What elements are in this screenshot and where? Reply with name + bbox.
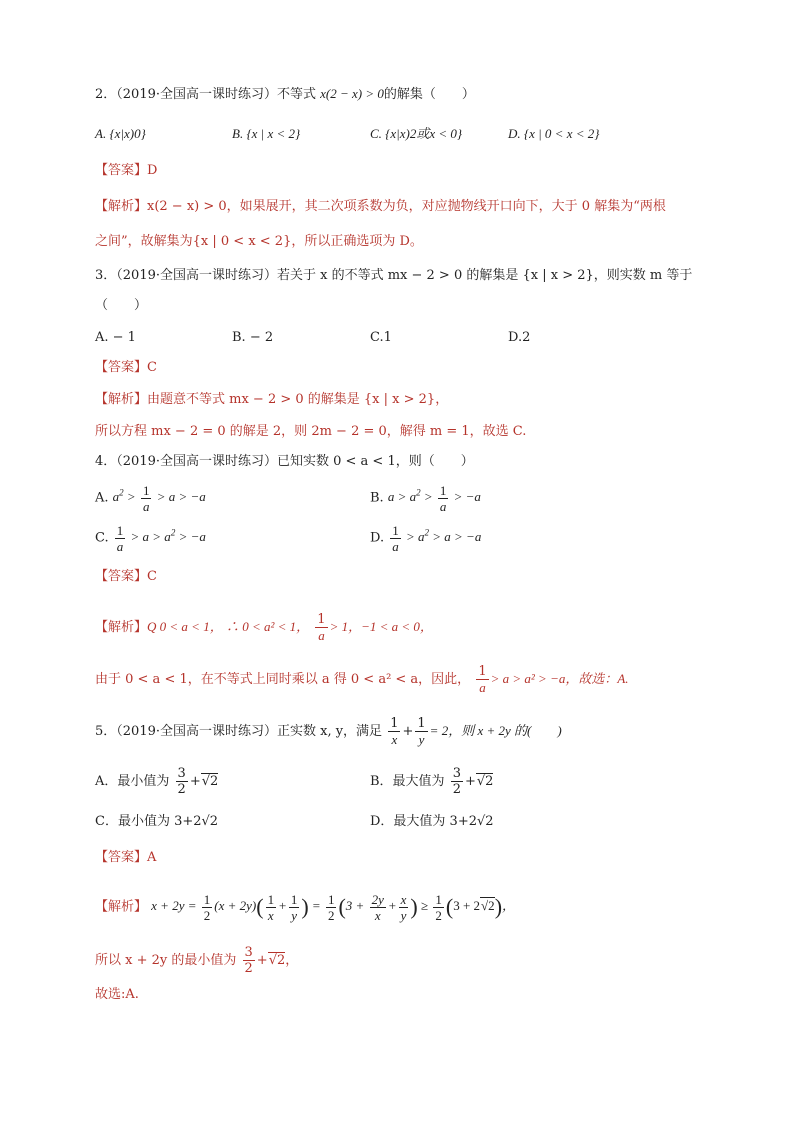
q2-option-c: C. {x|x)2或x < 0} [370,126,463,141]
q4-analysis-2-fraction: $\frac{1}{a}$ [478,664,487,695]
q5-analysis-2-fraction: $\frac{3}{2}$ [244,945,253,976]
q5-stem-pre: 5．（2019·全国高一课时练习）正实数 x, y，满足 [95,724,383,739]
q2-expression: x(2 − x) > 0 [320,86,384,101]
q2-option-b: B. {x | x < 2} [232,126,301,141]
q2-option-d: D. {x | 0 < x < 2} [508,126,600,141]
q3-answer: 【答案】C [95,360,157,375]
q5-option-a-fraction: $\frac{3}{2}$ [177,766,186,797]
q4-analysis-line-1 [95,612,433,643]
q4-option-b [370,483,481,514]
q5-stem: 5．（2019·全国高一课时练习）正实数 x, y，满足 $\frac{1}{x}$ + $\frac{1}{y}$ = 2，则 x + 2y 的( ) [95,716,562,747]
q5-analysis-line-1 [95,892,515,923]
q5-analysis-2-pre: 所以 x + 2y 的最小值为 [95,953,237,968]
q4-analysis-2-pre: 由于 0 < a < 1，在不等式上同时乘以 a 得 0 < a² < a，因此， [95,672,471,687]
q5-option-b-fraction: $\frac{3}{2}$ [452,766,461,797]
q3-stem-line-1: 3．（2019·全国高一课时练习）若关于 x 的不等式 mx − 2 > 0 的解集是 {x | x > 2}，则实数 m 等于 [95,268,693,283]
q3-option-b: B. − 2 [232,330,274,345]
q3-option-d: D.2 [508,330,531,345]
q4-option-c [95,523,206,554]
q2-stem-pre: 不等式 [277,87,321,102]
q5-option-a-text: A．最小值为 [95,774,170,789]
q4-analysis-line-2 [95,664,629,695]
q2-option-a: A. {x|x)0} [95,126,146,141]
q5-option-b: B．最大值为 $\frac{3}{2}$ +√2 [370,766,494,797]
q5-analysis-label: 【解析】 [95,899,148,915]
q4-analysis-1-text: Q 0 < a < 1， ∴ 0 < a² < 1， [147,619,310,634]
q4-option-a-label: A. [95,490,109,506]
q2-analysis-line-1: 【解析】x(2 − x) > 0，如果展开，其二次项系数为负，对应抛物线开口向下，大于 0 解集为“两根 [95,199,666,214]
q5-frac-1-over-y: $\frac{1}{y}$ [417,716,426,747]
q2-analysis-line-2: 之间”，故解集为{x | 0 < x < 2}，所以正确选项为 D。 [95,234,423,249]
q5-answer: 【答案】A [95,850,157,865]
q4-option-c-label: C. [95,530,109,546]
q3-option-a: A. − 1 [95,330,136,345]
q2-stem-post: 的解集（ ） [383,87,475,102]
q5-option-d: D．最大值为 3+2√2 [370,814,494,829]
q4-option-a-formula: $a^2$ > $\frac{1}{a}$ > a > −a [112,483,206,514]
q4-analysis-2-tail: > a > a² > −a，故选：A. [490,671,629,686]
q3-analysis-line-1: 【解析】由题意不等式 mx − 2 > 0 的解集是 {x | x > 2}， [95,392,449,407]
q4-stem: 4．（2019·全国高一课时练习）已知实数 0 < a < 1，则（ ） [95,454,474,469]
q4-option-d-formula: $\frac{1}{a}$ > $a^2 > a > -a$ [392,523,482,554]
q4-option-b-formula: $a > a^2$ > $\frac{1}{a}$ > −a [387,483,481,514]
q5-option-b-text: B．最大值为 [370,774,445,789]
q4-analysis-1-tail: > 1，−1 < a < 0， [329,619,433,634]
q4-option-a [95,483,206,514]
q5-analysis-formula: x + 2y = $\frac{1}{2}$ (x + 2y)( $\frac{1}{x}$ + $\frac{1}{y}$ ) = $\frac{1}{2}$ (3 + $\frac{2y}{x}$ + $\frac{x}{y}$ ) ≥ $\frac{1}{2}$ (3 + 2√2)， [151,892,516,923]
q4-option-b-label: B. [370,490,384,506]
q3-stem-line-2: （ ） [95,298,148,313]
q3-analysis-line-2: 所以方程 mx − 2 = 0 的解是 2，则 2m − 2 = 0，解得 m = 1，故选 C. [95,424,527,439]
q4-option-d-label: D. [370,530,385,546]
q2-answer: 【答案】D [95,163,158,178]
q3-option-c: C.1 [370,330,392,345]
q2-number: 2． [95,87,117,102]
q5-analysis-line-3: 故选:A. [95,987,139,1002]
q4-analysis-fraction: $\frac{1}{a}$ [317,612,326,643]
q5-stem-post: = 2，则 x + 2y 的( ) [429,723,562,738]
q5-option-a: A．最小值为 $\frac{3}{2}$ +√2 [95,766,219,797]
q5-analysis-line-2: 所以 x + 2y 的最小值为 $\frac{3}{2}$ +√2， [95,945,299,976]
q4-analysis-label: 【解析】 [95,620,148,635]
q4-answer: 【答案】C [95,569,157,584]
q2-stem [95,84,475,105]
q4-option-d [370,523,481,554]
q2-source: （2019·全国高一课时练习） [116,87,277,102]
q5-option-c: C．最小值为 3+2√2 [95,814,219,829]
q5-frac-1-over-x: $\frac{1}{x}$ [390,716,399,747]
q4-option-c-formula: $\frac{1}{a}$ > $a > a^2 > -a$ [116,523,206,554]
